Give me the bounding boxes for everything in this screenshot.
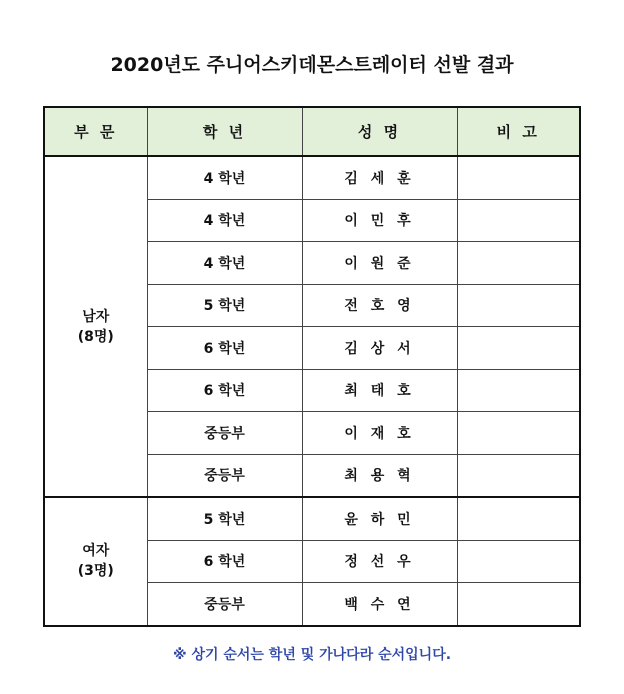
name-cell: 김 세 훈 (302, 156, 457, 199)
grade-cell: 중등부 (147, 583, 302, 626)
footnote: ※ 상기 순서는 학년 및 가나다라 순서입니다. (172, 647, 452, 663)
grade-cell: 6 학년 (147, 369, 302, 412)
group-count: (3명) (77, 563, 114, 580)
group-label: 남자 (82, 308, 110, 325)
name-cell: 김 상 서 (302, 327, 457, 370)
name-cell: 백 수 연 (302, 583, 457, 626)
remarks-cell (457, 242, 580, 285)
group-female (44, 497, 147, 626)
grade-cell: 6 학년 (147, 327, 302, 370)
remarks-cell (457, 369, 580, 412)
remarks-cell (457, 540, 580, 583)
group-male (44, 156, 147, 497)
group-label: 여자 (82, 543, 110, 560)
grade-cell: 4 학년 (147, 242, 302, 285)
grade-cell: 4 학년 (147, 199, 302, 242)
table-row (44, 497, 580, 540)
header-grade: 학 년 (147, 107, 302, 156)
group-count: (8명) (77, 328, 114, 345)
remarks-cell (457, 156, 580, 199)
remarks-cell (457, 454, 580, 497)
header-name: 성 명 (302, 107, 457, 156)
grade-cell: 중등부 (147, 454, 302, 497)
header-remarks: 비 고 (457, 107, 580, 156)
name-cell: 전 호 영 (302, 284, 457, 327)
name-cell: 최 태 호 (302, 369, 457, 412)
page-title: 2020년도 주니어스키데몬스트레이터 선발 결과 (110, 54, 514, 76)
name-cell: 이 재 호 (302, 412, 457, 455)
name-cell: 윤 하 민 (302, 497, 457, 540)
remarks-cell (457, 327, 580, 370)
grade-cell: 4 학년 (147, 156, 302, 199)
grade-cell: 6 학년 (147, 540, 302, 583)
grade-cell: 5 학년 (147, 497, 302, 540)
remarks-cell (457, 412, 580, 455)
header-category: 부 문 (44, 107, 147, 156)
remarks-cell (457, 583, 580, 626)
remarks-cell (457, 497, 580, 540)
name-cell: 이 민 후 (302, 199, 457, 242)
name-cell: 이 원 준 (302, 242, 457, 285)
table-row (44, 156, 580, 199)
remarks-cell (457, 284, 580, 327)
table-header-row (44, 107, 580, 156)
remarks-cell (457, 199, 580, 242)
name-cell: 정 선 우 (302, 540, 457, 583)
grade-cell: 5 학년 (147, 284, 302, 327)
name-cell: 최 용 혁 (302, 454, 457, 497)
results-table (43, 106, 581, 627)
grade-cell: 중등부 (147, 412, 302, 455)
